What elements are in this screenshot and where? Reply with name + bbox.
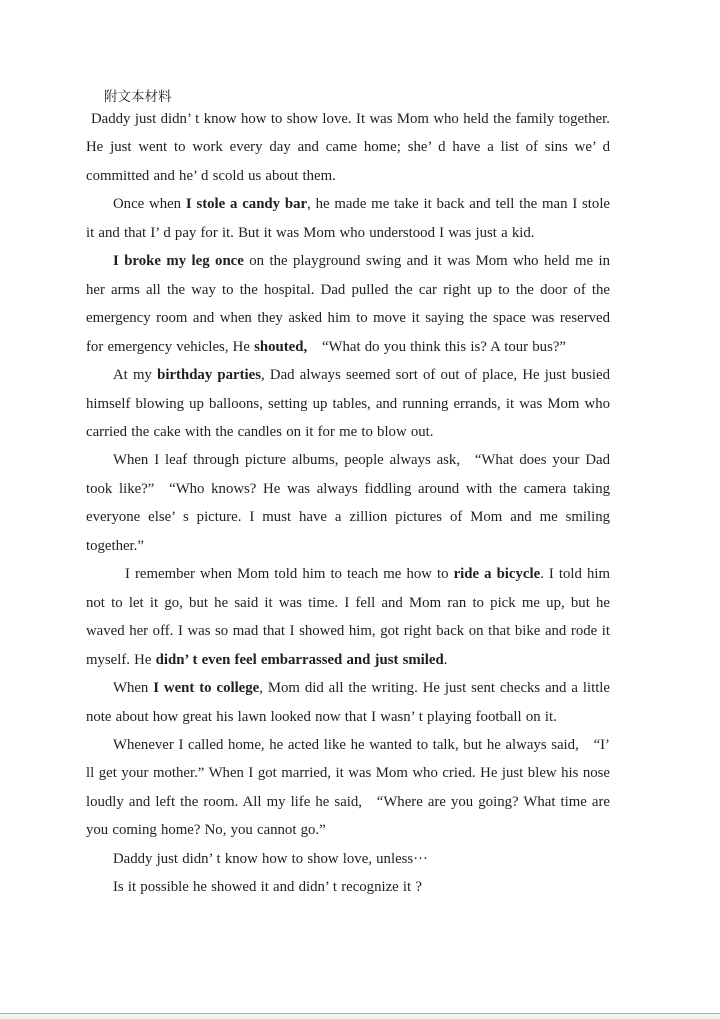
paragraph: Daddy just didn’ t know how to show love. It was Mom who held the family together. He just went to work every day and came home; she’ d have a list of sins we’ d committed and he’ d scold us about them. [86, 111, 610, 184]
document-content [86, 88, 610, 902]
paragraph: When I leaf through picture albums, people always ask, “What does your Dad took like?” “Who knows? He was always fiddling around with the camera taking everyone else’ s picture. I must have a zillion pictures of Mom and me smiling together.” [86, 452, 610, 554]
paragraph: Once when I stole a candy bar, he made me take it back and tell the man I stole it and that I’ d pay for it. But it was Mom who understood I was just a kid. [86, 196, 610, 241]
paragraph: At my birthday parties, Dad always seemed sort of out of place, He just busied himself blowing up balloons, setting up tables, and running errands, it was Mom who carried the cake with the candles on it for me to blow out. [86, 367, 610, 440]
paragraph: I broke my leg once on the playground swing and it was Mom who held me in her arms all the way to the hospital. Dad pulled the car right up to the door of the emergency room and when they asked him to move it saying the space was reserved for emergency vehicles, He shouted, “What do you think this is? A tour bus?” [86, 253, 610, 355]
document-body [86, 105, 610, 902]
paragraph: I remember when Mom told him to teach me how to ride a bicycle. I told him not to let it go, but he said it was time. I fell and Mom ran to pick me up, but he waved her off. I was so mad that I showed him, got right back on that bike and rode it myself. He didn’ t even feel embarrassed and just smiled. [86, 566, 611, 668]
paragraph: Is it possible he showed it and didn’ t recognize it ? [113, 879, 422, 896]
paragraph: When I went to college, Mom did all the writing. He just sent checks and a little note about how great his lawn looked now that I wasn’ t playing football on it. [86, 680, 610, 725]
paragraph: Whenever I called home, he acted like he wanted to talk, but he always said, “I’ ll get your mother.” When I got married, it was Mom who cried. He just blew his nose loudly and left the room. All my life he said, “Where are you going? What time are you coming home? No, you cannot go.” [86, 736, 610, 839]
paragraph: Daddy just didn’ t know how to show love, unless··· [113, 850, 428, 867]
document-header: 附文本材料 [104, 89, 172, 104]
page-bottom-strip [0, 1013, 720, 1019]
